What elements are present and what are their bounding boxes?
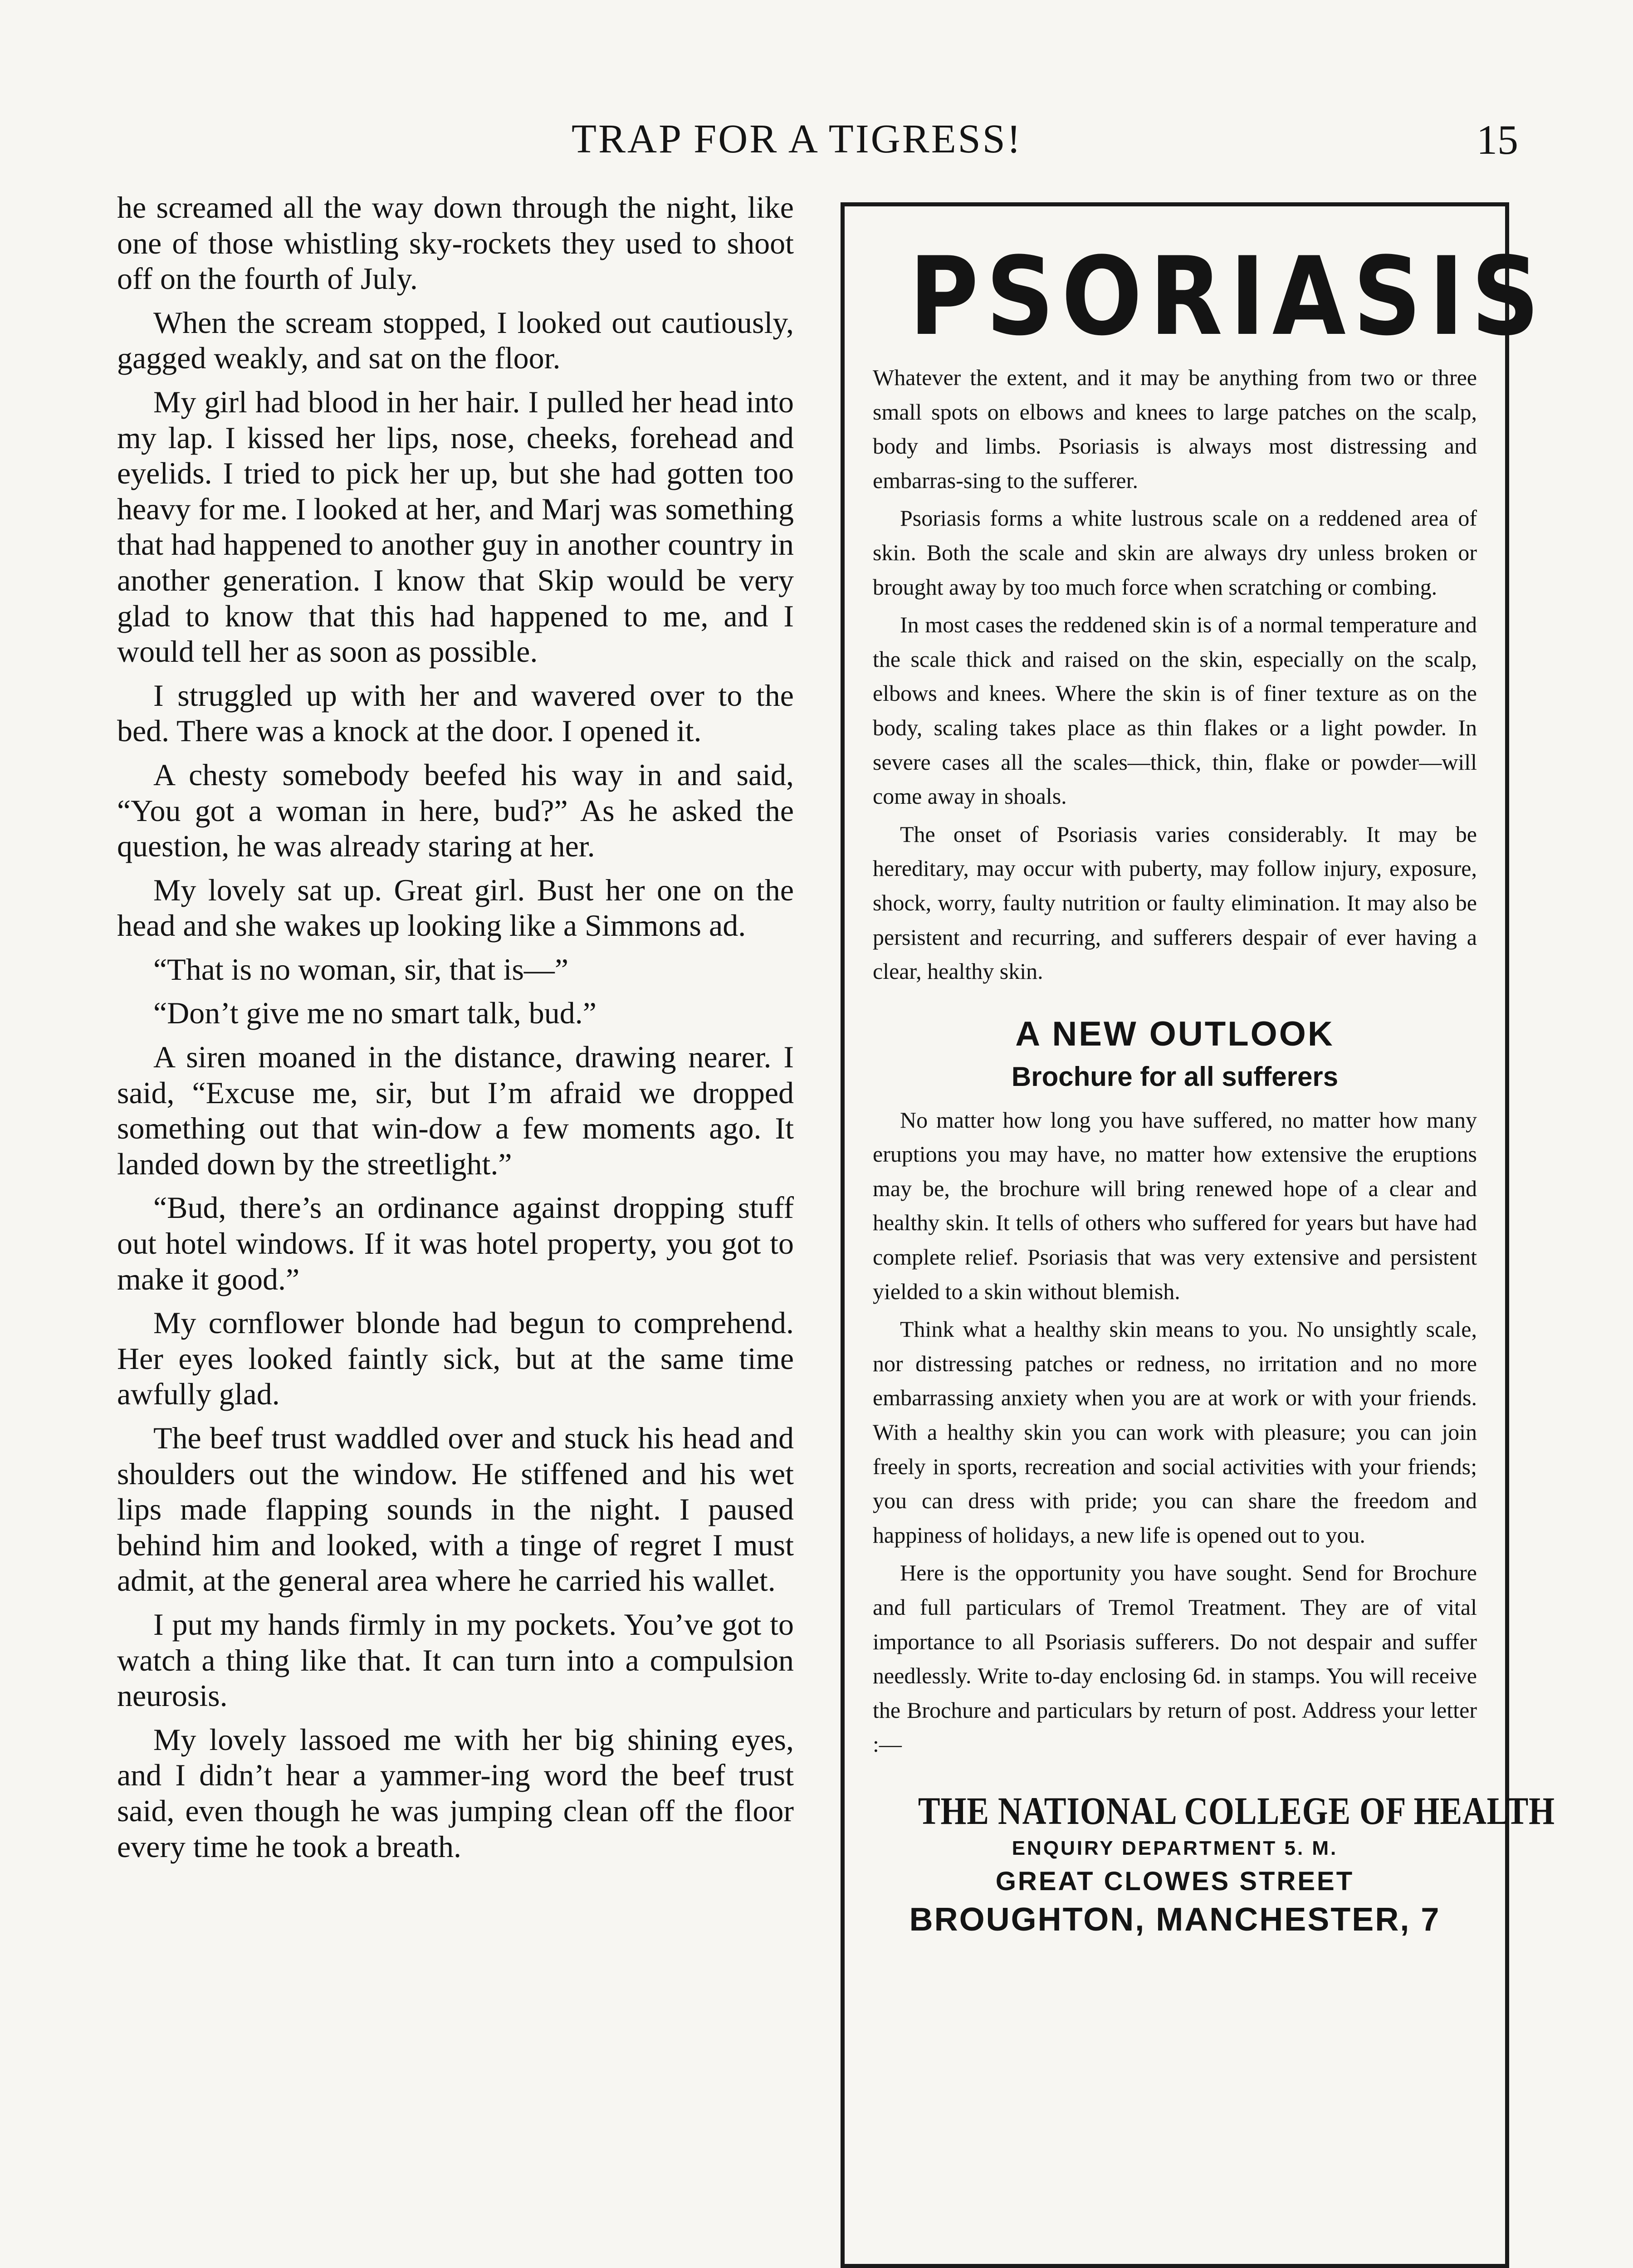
ad-intro-body [873, 361, 1477, 989]
advertisement-box [841, 202, 1555, 2268]
ad-paragraph: Whatever the extent, and it may be anything from two or three small spots on elbows and knees to large patches on the scalp, body and limbs. Psoriasis is always most distressing and embarras-sing to the sufferer. [873, 365, 1477, 493]
story-paragraph: “Don’t give me no smart talk, bud.” [153, 996, 596, 1031]
story-paragraph: My girl had blood in her hair. I pulled her head into my lap. I kissed her lips, nose, cheeks, forehead and eyelids. I tried to pick her up, but she had gotten too heavy for me. I looked at her, and Marj was something that had happened to another guy in another country in another generation. I know that Skip would be very glad to know that this had happened to me, and I would tell her as soon as possible. [117, 384, 794, 669]
ad-paragraph: Think what a healthy skin means to you. No unsightly scale, nor distressing patches or redness, no irritation and no more embarrassing anxiety when you are at work or with your friends. With a healthy skin you can work with pleasure; you can join freely in sports, recreation and social activities with your friends; you can dress with pride; you can share the freedom and happiness of holidays, a new life is opened out to you. [873, 1316, 1477, 1548]
story-paragraph: A chesty somebody beefed his way in and said, “You got a woman in here, bud?” As he asked the question, he was already staring at her. [117, 757, 794, 864]
story-paragraph: My cornflower blonde had begun to comprehend. Her eyes looked faintly sick, but at the same time awfully glad. [117, 1305, 794, 1412]
page-header-title: TRAP FOR A TIGRESS! [572, 117, 1022, 161]
ad-paragraph: No matter how long you have suffered, no matter how many eruptions you may have, no matter how extensive the eruptions may be, the brochure will bring renewed hope of a clear and healthy skin. It tells of others who suffered for years but have had complete relief. Psoriasis that was very extensive and persistent yielded to a skin without blemish. [873, 1107, 1477, 1304]
ad-city: BROUGHTON, MANCHESTER, 7 [909, 1901, 1441, 1938]
ad-paragraph: Psoriasis forms a white lustrous scale on a reddened area of skin. Both the scale and skin are always dry unless broken or brought away by too much force when scratching or combing. [873, 505, 1477, 600]
story-paragraph: I put my hands firmly in my pockets. You’ve got to watch a thing like that. It can turn into a compulsion neurosis. [117, 1607, 794, 1713]
story-paragraph: he screamed all the way down through the night, like one of those whistling sky-rockets they used to shoot off on the fourth of July. [117, 190, 794, 296]
ad-subhead-brochure: Brochure for all sufferers [1011, 1061, 1339, 1092]
story-paragraph: “That is no woman, sir, that is—” [153, 952, 569, 987]
ad-headline: PSORIASIS [909, 234, 1547, 360]
story-paragraph: “Bud, there’s an ordinance against dropping stuff out hotel windows. If it was hotel property, you got to make it good.” [117, 1190, 794, 1296]
ad-brochure-body [873, 1103, 1477, 1762]
page-number: 15 [1477, 117, 1518, 163]
ad-paragraph: Here is the opportunity you have sought. Send for Brochure and full particulars of Tremol Treatment. They are of vital importance to all Psoriasis sufferers. Do not despair and suffer needlessly. Write to-day enclosing 6d. in stamps. You will receive the Brochure and particulars by return of post. Address your letter :— [873, 1560, 1477, 1757]
story-paragraph: When the scream stopped, I looked out cautiously, gagged weakly, and sat on the floor. [117, 305, 794, 376]
story-paragraph: The beef trust waddled over and stuck his head and shoulders out the window. He stiffened and his wet lips made flapping sounds in the night. I paused behind him and looked, with a tinge of regret I must admit, at the general area where he carried his wallet. [117, 1421, 794, 1598]
story-paragraph: A siren moaned in the distance, drawing nearer. I said, “Excuse me, sir, but I’m afraid we dropped something out that win-dow a few moments ago. It landed down by the streetlight.” [117, 1040, 794, 1181]
ad-paragraph: The onset of Psoriasis varies considerably. It may be hereditary, may occur with puberty, may follow injury, exposure, shock, worry, faulty nutrition or faulty elimination. It may also be persistent and recurring, and sufferers despair of ever having a clear, healthy skin. [873, 821, 1477, 984]
story-paragraph: My lovely sat up. Great girl. Bust her one on the head and she wakes up looking like a Simmons ad. [117, 872, 794, 943]
story-paragraph: My lovely lassoed me with her big shining eyes, and I didn’t hear a yammer-ing word the beef trust said, even though he was jumping clean off the floor every time he took a breath. [117, 1722, 794, 1864]
ad-department: ENQUIRY DEPARTMENT 5. M. [1012, 1837, 1338, 1859]
story-paragraph: I struggled up with her and wavered over to the bed. There was a knock at the door. I opened it. [117, 678, 794, 748]
story-column [117, 190, 794, 1872]
ad-paragraph: In most cases the reddened skin is of a normal temperature and the scale thick and raised on the skin, especially on the scalp, elbows and knees. Where the skin is of finer texture as on the body, scaling takes place as thin flakes or a light powder. In severe cases all the scales—thick, thin, flake or powder—will come away in shoals. [873, 612, 1477, 809]
ad-organization-name: THE NATIONAL COLLEGE OF HEALTH [918, 1789, 1555, 1833]
ad-street: GREAT CLOWES STREET [995, 1866, 1354, 1896]
ad-subhead: A NEW OUTLOOK [1015, 1014, 1335, 1053]
